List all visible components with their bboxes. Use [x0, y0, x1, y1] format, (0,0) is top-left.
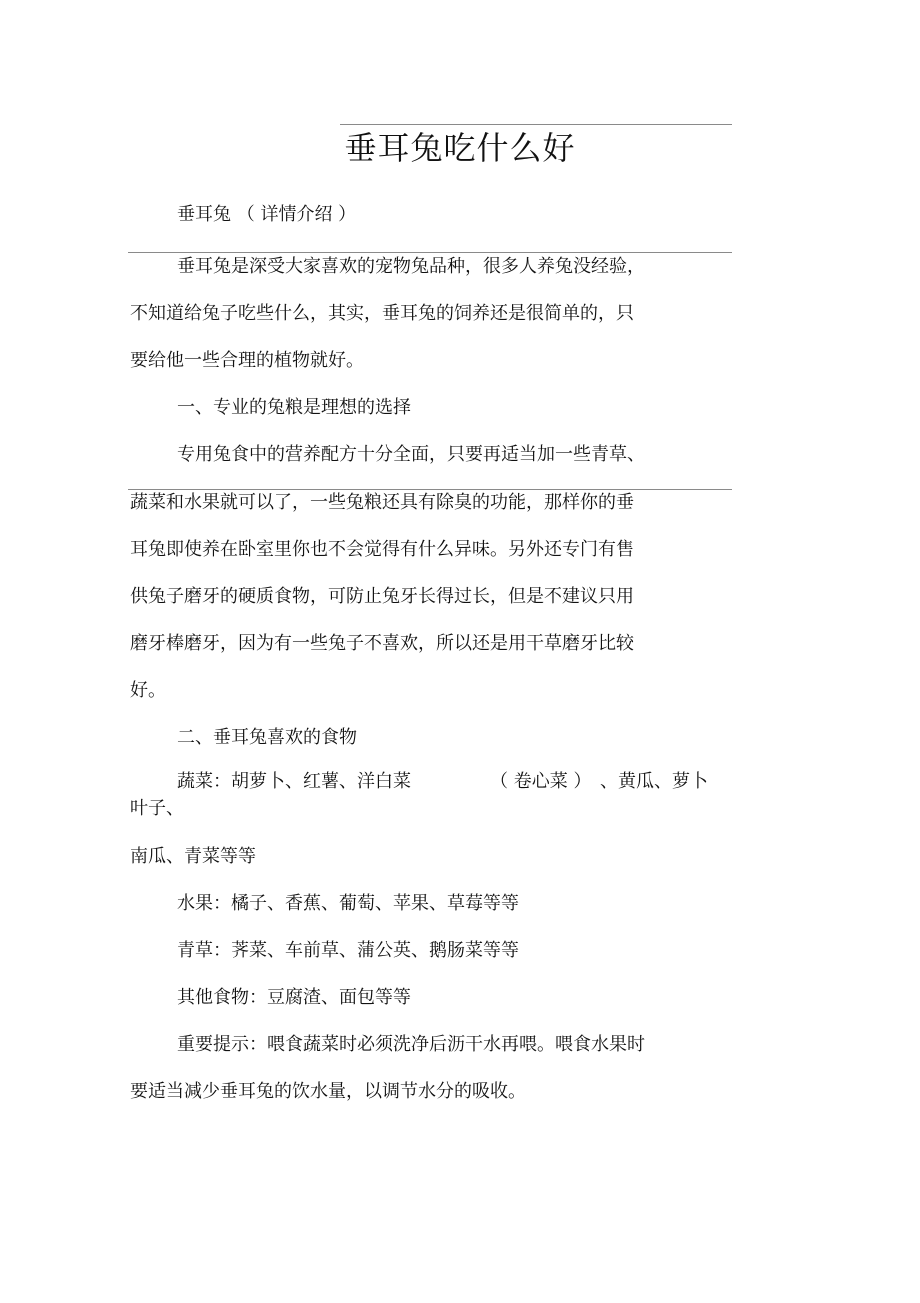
paragraph-line: 蔬菜和水果就可以了，一些兔粮还具有除臭的功能，那样你的垂	[130, 492, 634, 513]
vegetable-line-part2: （ 卷心菜 ）	[490, 771, 592, 792]
paragraph-line: 要给他一些合理的植物就好。	[130, 350, 364, 371]
paragraph-line: 耳兔即使养在卧室里你也不会觉得有什么异味。另外还专门有售	[130, 539, 634, 560]
paragraph-line: 不知道给兔子吃些什么，其实，垂耳兔的饲养还是很简单的，只	[130, 303, 634, 324]
top-divider	[340, 124, 732, 125]
paragraph-line: 磨牙棒磨牙，因为有一些兔子不喜欢，所以还是用干草磨牙比较	[130, 633, 634, 654]
grass-line: 青草：荠菜、车前草、蒲公英、鹅肠菜等等	[177, 940, 519, 961]
vegetable-line-part3: 、黄瓜、萝卜	[600, 771, 708, 792]
divider-2	[128, 489, 732, 490]
fruit-line: 水果：橘子、香蕉、葡萄、苹果、草莓等等	[177, 893, 519, 914]
section-heading-1: 一、专业的兔粮是理想的选择	[177, 397, 411, 418]
vegetable-line-wrap: 叶子、	[130, 798, 184, 819]
paragraph-line: 好。	[130, 680, 166, 701]
document-title: 垂耳兔吃什么好	[344, 129, 576, 167]
tip-line: 重要提示：喂食蔬菜时必须洗净后沥干水再喂。喂食水果时	[177, 1034, 645, 1055]
paragraph-line: 垂耳兔是深受大家喜欢的宠物兔品种，很多人养兔没经验，	[177, 256, 645, 277]
divider-1	[128, 252, 732, 253]
paragraph-line: 南瓜、青菜等等	[130, 846, 256, 867]
paragraph-line: 供兔子磨牙的硬质食物，可防止兔牙长得过长，但是不建议只用	[130, 586, 634, 607]
tip-line: 要适当减少垂耳兔的饮水量，以调节水分的吸收。	[130, 1081, 526, 1102]
vegetable-line-part1: 蔬菜：胡萝卜、红薯、洋白菜	[177, 771, 411, 792]
paragraph-line: 专用兔食中的营养配方十分全面，只要再适当加一些青草、	[177, 444, 645, 465]
other-food-line: 其他食物：豆腐渣、面包等等	[177, 987, 411, 1008]
section-heading-2: 二、垂耳兔喜欢的食物	[177, 727, 357, 748]
document-subtitle: 垂耳兔 （ 详情介绍 ）	[177, 204, 357, 225]
